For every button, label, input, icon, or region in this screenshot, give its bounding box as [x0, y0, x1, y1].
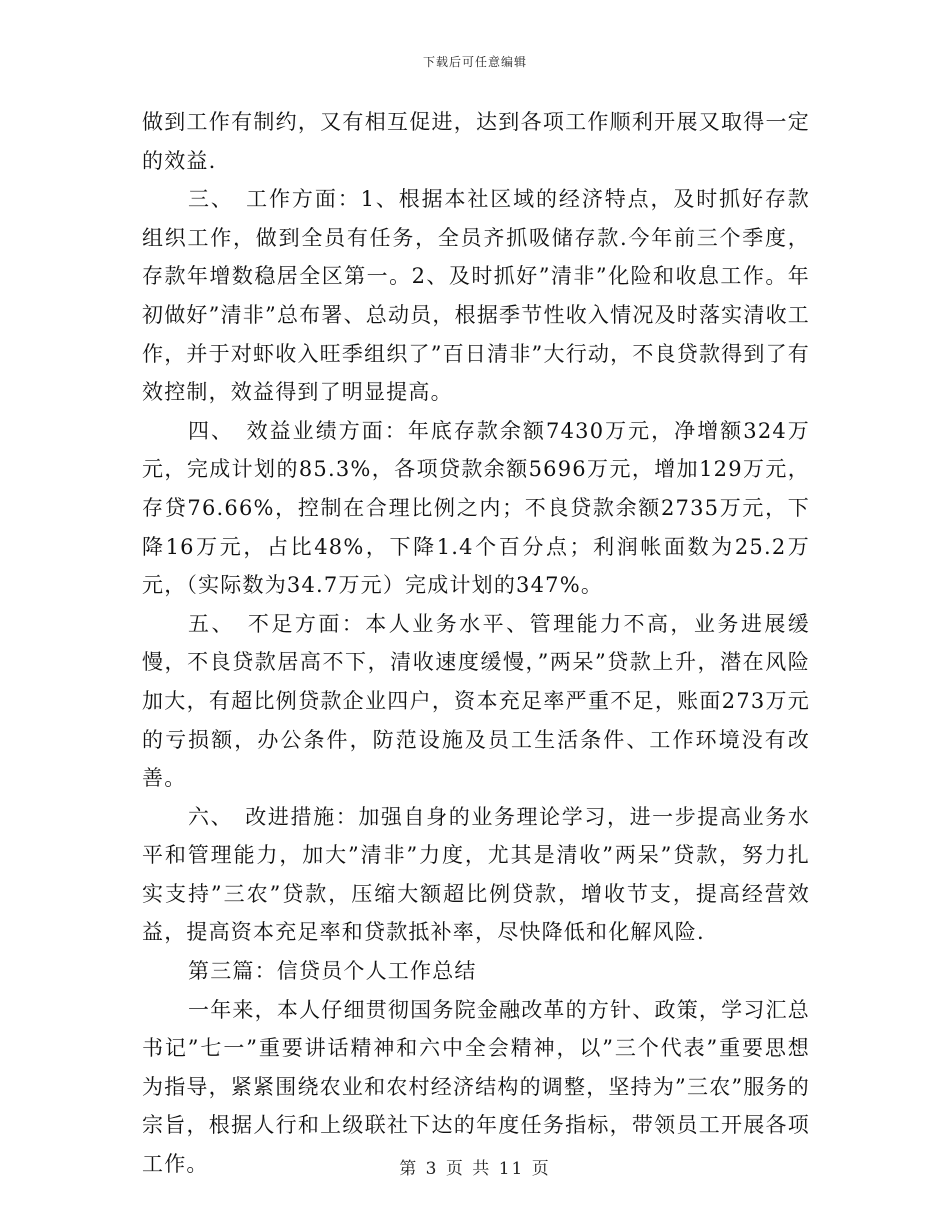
paragraph-continuation: 做到工作有制约，又有相互促进，达到各项工作顺利开展又取得一定的效益. — [142, 110, 810, 173]
paragraph-intro: 一年来，本人仔细贯彻国务院金融改革的方针、政策，学习汇总书记”七一”重要讲话精神和六中全会精神，以”三个代表”重要思想为指导，紧紧围绕农业和农村经济结构的调整，坚持为”三农”服务的宗旨，根据人行和上级联社下达的年度任务指标，带领员工开展各项工作。 — [142, 997, 810, 1177]
chapter-heading: 第三篇：信贷员个人工作总结 — [188, 959, 477, 984]
paragraph-section-5: 五、 不足方面：本人业务水平、管理能力不高，业务进展缓慢，不良贷款居高不下，清收速度缓慢，”两呆”贷款上升，潜在风险加大，有超比例贷款企业四户，资本充足率严重不足，账面273万元的亏损额，办公条件，防范设施及员工生活条件、工作环境没有改善。 — [142, 611, 810, 791]
paragraph-section-6: 六、 改进措施：加强自身的业务理论学习，进一步提高业务水平和管理能力，加大”清非”力度，尤其是清收”两呆”贷款，努力扎实支持”三农”贷款，压缩大额超比例贷款，增收节支，提高经营效益，提高资本充足率和贷款抵补率，尽快降低和化解风险. — [142, 804, 810, 945]
paragraph-section-3: 三、 工作方面：1、根据本社区域的经济特点，及时抓好存款组织工作，做到全员有任务，全员齐抓吸储存款.今年前三个季度，存款年增数稳居全区第一。2、及时抓好”清非”化险和收息工作。年初做好”清非”总布署、总动员，根据季节性收入情况及时落实清收工作，并于对虾收入旺季组织了”百日清非”大行动，不良贷款得到了有效控制，效益得到了明显提高。 — [142, 187, 810, 405]
page-footer: 第 3 页 共 11 页 — [399, 1159, 551, 1179]
document-body — [142, 103, 810, 1184]
paragraph-section-4: 四、 效益业绩方面：年底存款余额7430万元，净增额324万元，完成计划的85.3%，各项贷款余额5696万元，增加129万元，存贷76.66%，控制在合理比例之内；不良贷款余额2735万元，下降16万元，占比48%，下降1.4个百分点；利润帐面数为25.2万元，（实际数为34.7万元）完成计划的347%。 — [142, 418, 810, 598]
page-header: 下载后可任意编辑 — [422, 55, 527, 69]
